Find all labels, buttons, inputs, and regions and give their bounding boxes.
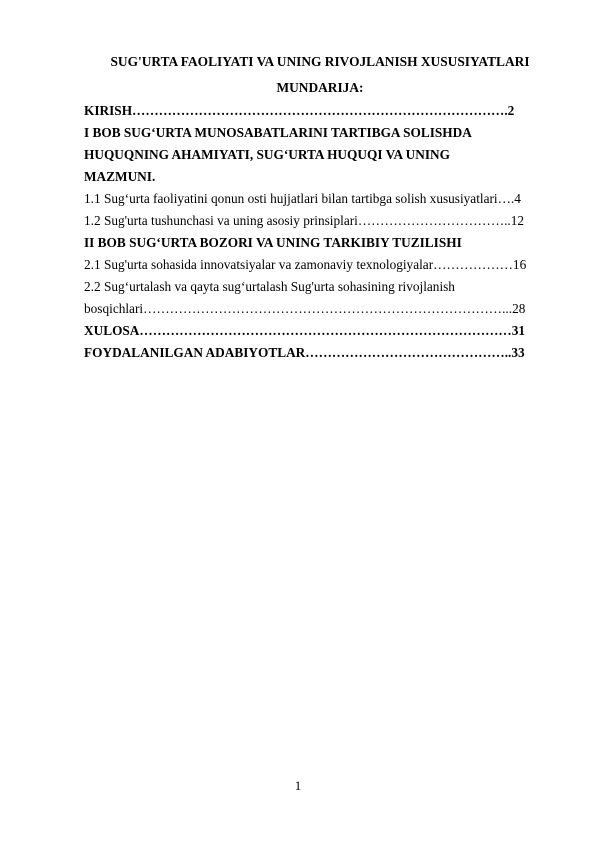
toc-entry-xulosa: XULOSA…………………………………………………………………………31 bbox=[84, 323, 526, 338]
document-title: SUG'URTA FAOLIYATI VA UNING RIVOJLANISH XUSUSIYATLARI bbox=[110, 54, 530, 69]
toc-entry-section-1-1: 1.1 Sug‘urta faoliyatini qonun osti hujjatlari bilan tartibga solish xususiyatlari….4 bbox=[84, 191, 521, 206]
toc-entry-section-2-1: 2.1 Sug'urta sohasida innovatsiyalar va zamonaviy texnologiyalar………………16 bbox=[84, 257, 527, 272]
toc-entry-section-2-2-line2: bosqichlari………………………………………………………………………...28 bbox=[84, 301, 526, 316]
table-of-contents bbox=[84, 100, 558, 364]
toc-entry-chapter1-line2: HUQUQNING AHAMIYATI, SUG‘URTA HUQUQI VA UNING bbox=[84, 147, 450, 162]
toc-entry-section-2-2-line1: 2.2 Sug‘urtalash va qayta sug‘urtalash Sug'urta sohasining rivojlanish bbox=[84, 279, 455, 294]
toc-entry-bibliography: FOYDALANILGAN ADABIYOTLAR………………………………………..33 bbox=[84, 345, 525, 360]
toc-entry-section-1-2: 1.2 Sug'urta tushunchasi va uning asosiy prinsiplari……………………………..12 bbox=[84, 213, 525, 228]
toc-entry-chapter2: II BOB SUG‘URTA BOZORI VA UNING TARKIBIY TUZILISHI bbox=[84, 235, 462, 250]
page-number: 1 bbox=[294, 778, 302, 793]
toc-entry-chapter1-line3: MAZMUNI. bbox=[84, 169, 156, 184]
toc-entry-chapter1-line1: I BOB SUG‘URTA MUNOSABATLARINI TARTIBGA SOLISHDA bbox=[84, 125, 472, 140]
toc-entry-kirish: KIRISH………………………………………………………………………….2 bbox=[84, 103, 515, 118]
toc-heading: MUNDARIJA: bbox=[276, 80, 364, 95]
